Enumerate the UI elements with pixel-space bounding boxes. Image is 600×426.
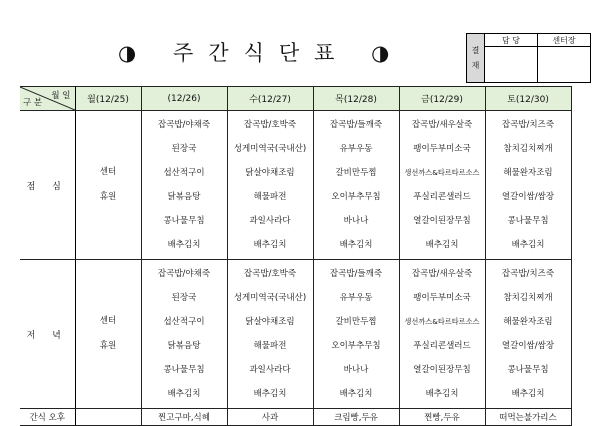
- menu-item: 휴원: [99, 192, 117, 202]
- approval-col-director: 센터장: [538, 34, 591, 47]
- menu-item: 과일사라다: [249, 365, 291, 375]
- day-lunch-cell: [141, 111, 227, 260]
- day-header: 목(12/28): [313, 87, 399, 111]
- day-lunch-cell: [313, 111, 399, 260]
- snack-item: 찐빵,두유: [399, 409, 485, 426]
- menu-item: 배추김치: [339, 240, 373, 250]
- menu-item: 유부우동: [339, 293, 373, 303]
- approval-col-manager: 담 당: [485, 34, 538, 47]
- menu-item: 잡곡밥/들깨죽: [329, 269, 383, 279]
- menu-item: 오이부추무침: [331, 341, 381, 351]
- approval-box: [466, 33, 591, 83]
- menu-item: 잡곡밥/야채죽: [157, 120, 211, 130]
- menu-item: 센터: [99, 316, 117, 326]
- menu-item: 해물파전: [253, 341, 287, 351]
- menu-item: 갈비만두찜: [335, 317, 377, 327]
- header-row: [20, 87, 571, 111]
- snack-row: [20, 409, 571, 426]
- header-corner: [20, 87, 75, 111]
- menu-item: 참치김치찌개: [503, 293, 553, 303]
- menu-item: 콩나물무침: [163, 216, 205, 226]
- lunch-row: [20, 111, 571, 260]
- corner-date-label: 월 일: [51, 91, 71, 101]
- menu-item: 오이부추무침: [331, 192, 381, 202]
- menu-item: 된장국: [171, 144, 197, 154]
- menu-item: 닭살야채조림: [245, 317, 295, 327]
- menu-item: 열갈이된장무침: [413, 216, 471, 226]
- menu-item: 잡곡밥/치즈죽: [501, 269, 555, 279]
- menu-item: 배추김치: [253, 389, 287, 399]
- menu-item: 성게미역국(국내산): [233, 144, 307, 154]
- approval-sign-manager: [485, 47, 538, 83]
- menu-item: 섭산적구이: [163, 168, 205, 178]
- day-header: 토(12/30): [485, 87, 571, 111]
- menu-item: 콩나물무침: [507, 216, 549, 226]
- menu-item: 잡곡밥/새우살죽: [411, 120, 473, 130]
- approval-label: 결 재: [467, 34, 485, 83]
- menu-item: 배추김치: [511, 240, 545, 250]
- menu-item: 배추김치: [167, 240, 201, 250]
- page-title: ◑ 주간식단표 ◑: [118, 41, 405, 65]
- menu-item: 된장국: [171, 293, 197, 303]
- menu-item: 성게미역국(국내산): [233, 293, 307, 303]
- corner-category-label: 구 분: [23, 98, 43, 108]
- menu-item: 잡곡밥/새우살죽: [411, 269, 473, 279]
- menu-item: 바나나: [343, 216, 369, 226]
- monday-lunch: [75, 111, 141, 260]
- day-header: 금(12/29): [399, 87, 485, 111]
- lunch-label: 점 심: [20, 111, 75, 260]
- day-header: 월(12/25): [75, 87, 141, 111]
- approval-sign-director: [538, 47, 591, 83]
- menu-item: 열갈이된장무침: [413, 365, 471, 375]
- menu-item: 잡곡밥/치즈죽: [501, 120, 555, 130]
- menu-item: 배추김치: [425, 389, 459, 399]
- snack-item: 떠먹는불가리스: [485, 409, 571, 426]
- day-lunch-cell: [399, 111, 485, 260]
- menu-item: 닭볶음탕: [167, 192, 201, 202]
- menu-item: 휴원: [99, 341, 117, 351]
- day-dinner-cell: [141, 260, 227, 409]
- menu-item: 푸실리콘샐러드: [413, 341, 471, 351]
- monday-snack: [75, 409, 141, 426]
- day-dinner-cell: [227, 260, 313, 409]
- menu-item: 유부우동: [339, 144, 373, 154]
- menu-item: 배추김치: [511, 389, 545, 399]
- menu-item: 잡곡밥/들깨죽: [329, 120, 383, 130]
- snack-item: 크림빵,두유: [313, 409, 399, 426]
- menu-item: 해물파전: [253, 192, 287, 202]
- menu-item: 배추김치: [253, 240, 287, 250]
- menu-item: 팽이두부미소국: [413, 293, 471, 303]
- menu-item: 닭살야채조림: [245, 168, 295, 178]
- menu-item: 잡곡밥/야채죽: [157, 269, 211, 279]
- menu-item: 배추김치: [167, 389, 201, 399]
- menu-item: 콩나물무침: [507, 365, 549, 375]
- menu-item: 생선까스&타르타르소스: [404, 317, 480, 326]
- weekly-menu-table: [20, 86, 572, 426]
- day-header: 수(12/27): [227, 87, 313, 111]
- menu-item: 잡곡밥/호박죽: [243, 269, 297, 279]
- menu-item: 과일사라다: [249, 216, 291, 226]
- menu-item: 생선까스&타르타르소스: [404, 168, 480, 177]
- menu-item: 해물완자조림: [503, 317, 553, 327]
- day-lunch-cell: [227, 111, 313, 260]
- day-dinner-cell: [485, 260, 571, 409]
- monday-dinner: [75, 260, 141, 409]
- snack-label: 간식 오후: [20, 409, 75, 426]
- menu-item: 푸실리콘샐러드: [413, 192, 471, 202]
- menu-item: 센터: [99, 167, 117, 177]
- day-header: (12/26): [141, 87, 227, 111]
- menu-item: 닭볶음탕: [167, 341, 201, 351]
- day-dinner-cell: [313, 260, 399, 409]
- menu-item: 콩나물무침: [163, 365, 205, 375]
- dinner-row: [20, 260, 571, 409]
- menu-item: 갈비만두찜: [335, 168, 377, 178]
- menu-item: 참치김치찌개: [503, 144, 553, 154]
- menu-item: 열갈이쌈/쌈장: [501, 341, 555, 351]
- menu-item: 팽이두부미소국: [413, 144, 471, 154]
- snack-item: 사과: [227, 409, 313, 426]
- day-dinner-cell: [399, 260, 485, 409]
- dinner-label: 저 녁: [20, 260, 75, 409]
- menu-item: 열갈이쌈/쌈장: [501, 192, 555, 202]
- menu-item: 섭산적구이: [163, 317, 205, 327]
- menu-item: 잡곡밥/호박죽: [243, 120, 297, 130]
- snack-item: 찐고구마,식혜: [141, 409, 227, 426]
- menu-item: 배추김치: [425, 240, 459, 250]
- menu-item: 배추김치: [339, 389, 373, 399]
- day-lunch-cell: [485, 111, 571, 260]
- menu-item: 해물완자조림: [503, 168, 553, 178]
- menu-item: 바나나: [343, 365, 369, 375]
